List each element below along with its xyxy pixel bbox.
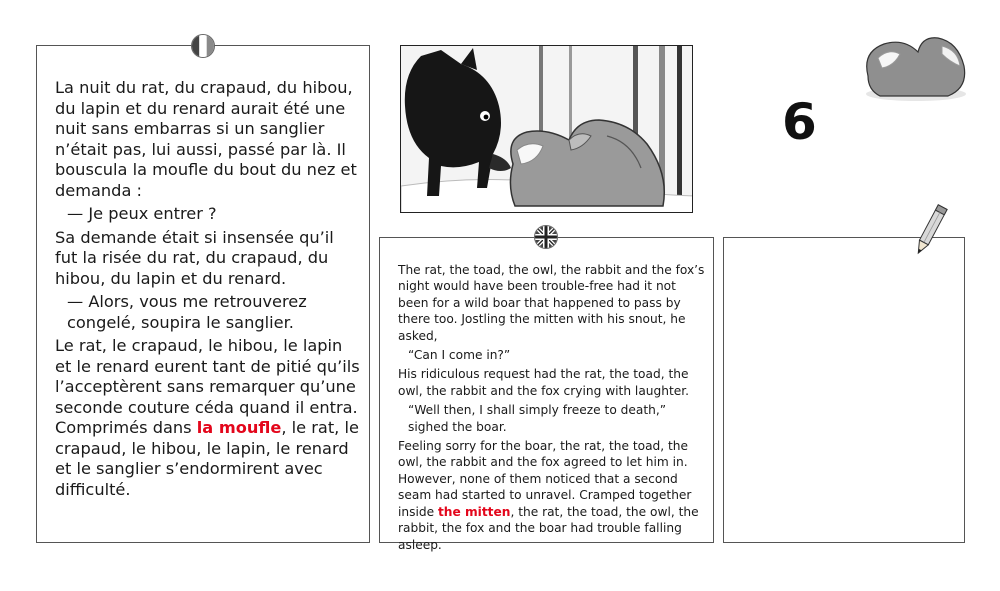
page-number: 6 xyxy=(782,93,817,151)
fr-paragraph-4: — Alors, vous me retrouverez congelé, soupira le sanglier. xyxy=(67,292,307,332)
fr-paragraph-3: Sa demande était si insensée qu’il fut la risée du rat, du crapaud, du hibou, du lapin et du renard. xyxy=(55,227,334,288)
pencil-icon xyxy=(912,202,948,260)
en-paragraph-1: The rat, the toad, the owl, the rabbit and the fox’s night would have been trouble-free had it not been for a wild boar that happened to pass by there too. Jostling the mitten with his snout, he asked, xyxy=(398,263,705,343)
en-paragraph-5-before: Feeling sorry for the boar, the rat, the toad, the owl, the rabbit and the fox agreed to let him in. However, none of them noticed that a second seam had started to unravel. Cramped together inside xyxy=(398,439,692,519)
english-text-panel xyxy=(379,237,714,552)
fr-paragraph-2: — Je peux entrer ? xyxy=(67,204,217,223)
en-highlight-the-mitten: the mitten xyxy=(437,504,511,519)
uk-flag-icon xyxy=(534,225,558,249)
fr-paragraph-1: La nuit du rat, du crapaud, du hibou, du lapin et du renard aurait été une nuit sans embarras si un sanglier n’était pas, lui aussi, passé par là. Il bouscula la moufle du bout du nez et demanda : xyxy=(55,78,357,200)
mitten-icon xyxy=(858,32,970,104)
fr-highlight-la-moufle: la moufle xyxy=(196,418,282,437)
story-illustration xyxy=(400,45,693,213)
en-paragraph-2: “Can I come in?” xyxy=(408,348,511,363)
en-paragraph-5-after: , the rat, the toad, the owl, the rabbit, the fox and the boar had trouble falling asleep. xyxy=(398,504,699,552)
english-story-text xyxy=(398,262,708,556)
en-paragraph-4: “Well then, I shall simply freeze to death,” sighed the boar. xyxy=(408,403,667,434)
fr-paragraph-5-after: , le rat, le crapaud, le hibou, le lapin, le renard et le sanglier s’endormirent avec difficulté. xyxy=(55,418,359,499)
blank-writing-panel[interactable] xyxy=(723,237,965,543)
french-flag-icon xyxy=(191,34,215,58)
fr-paragraph-5-before: Le rat, le crapaud, le hibou, le lapin et le renard eurent tant de pitié qu’ils l’acceptèrent sans remarquer qu’une seconde couture céda quand il entra. Comprimés dans xyxy=(55,336,360,437)
french-story-text xyxy=(55,78,360,503)
en-paragraph-5 xyxy=(398,438,708,553)
french-text-panel xyxy=(36,45,370,543)
en-paragraph-3: His ridiculous request had the rat, the toad, the owl, the rabbit and the fox crying with laughter. xyxy=(398,367,690,398)
fr-paragraph-5 xyxy=(55,336,360,500)
